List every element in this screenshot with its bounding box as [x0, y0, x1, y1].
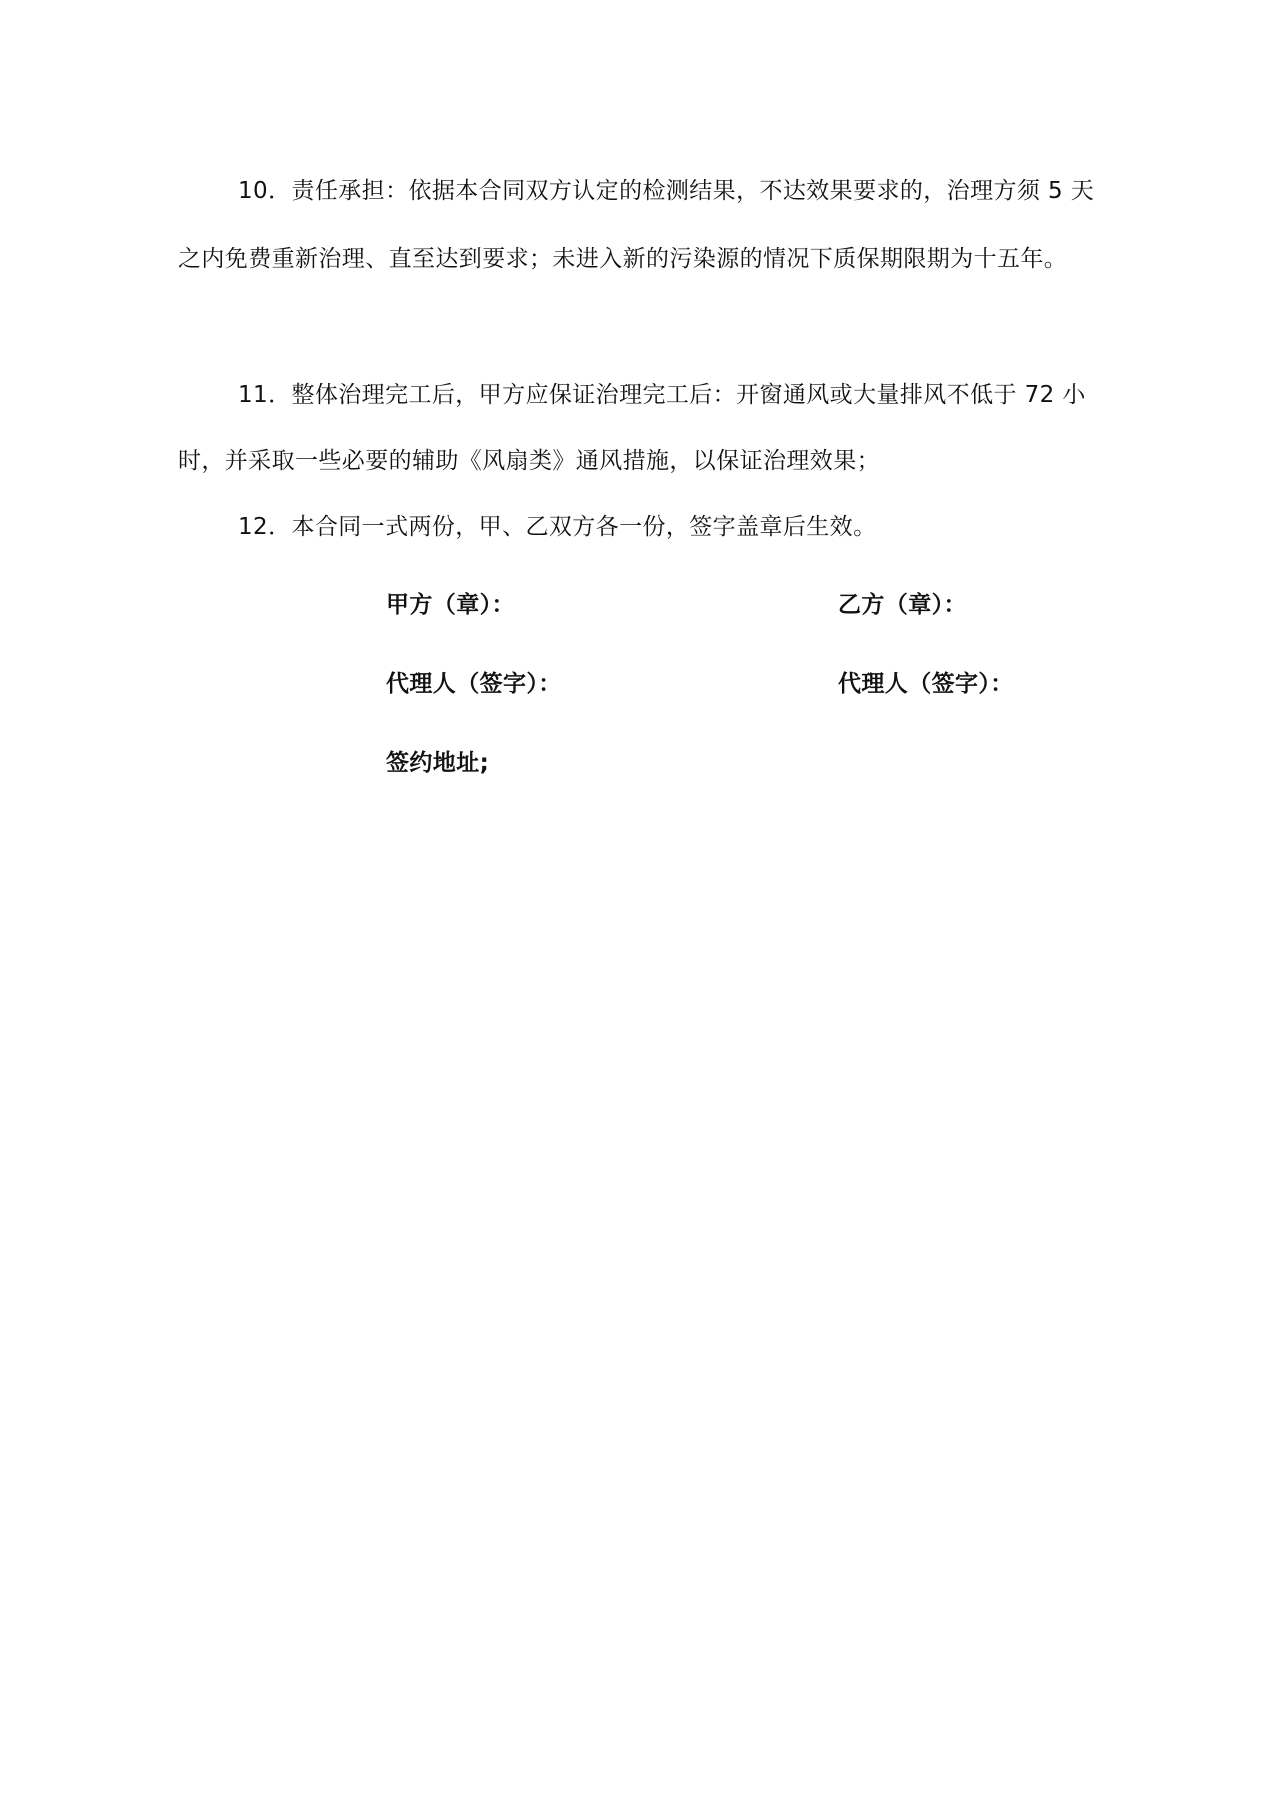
- clause-10-line-1: 10．责任承担：依据本合同双方认定的检测结果，不达效果要求的，治理方须 5 天: [238, 178, 1095, 204]
- clause-11-line-1: 11．整体治理完工后，甲方应保证治理完工后：开窗通风或大量排风不低于 72 小: [238, 382, 1086, 408]
- party-a-agent-signature-label: 代理人（签字）：: [386, 671, 562, 697]
- clause-10-line-2: 之内免费重新治理、直至达到要求；未进入新的污染源的情况下质保期限期为十五年。: [178, 246, 1068, 272]
- party-b-agent-signature-label: 代理人（签字）：: [838, 671, 1014, 697]
- clause-11-line-2: 时，并采取一些必要的辅助《风扇类》通风措施，以保证治理效果；: [178, 448, 880, 474]
- party-a-seal-label: 甲方（章）：: [386, 592, 515, 618]
- party-b-seal-label: 乙方（章）：: [838, 592, 967, 618]
- clause-12-line-1: 12．本合同一式两份，甲、乙双方各一份，签字盖章后生效。: [238, 514, 877, 540]
- signing-address-label: 签约地址;: [386, 750, 490, 776]
